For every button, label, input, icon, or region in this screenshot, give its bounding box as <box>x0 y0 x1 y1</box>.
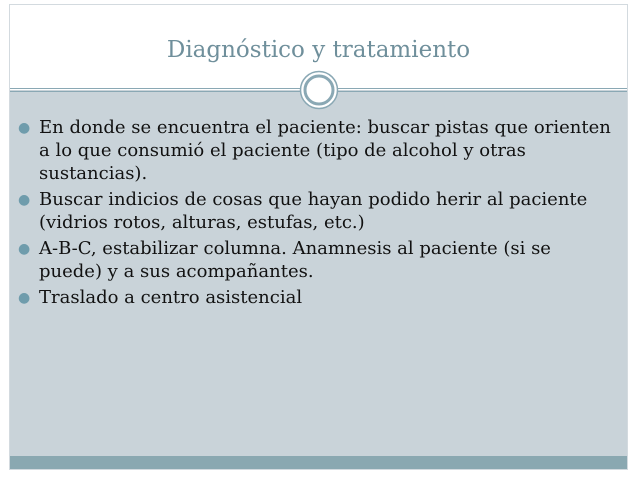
circle-bullet-icon: ● <box>18 290 31 306</box>
ring-ornament-icon <box>299 70 339 110</box>
footer-bar <box>10 456 627 469</box>
circle-bullet-icon: ● <box>18 241 31 257</box>
circle-bullet-icon: ● <box>18 192 31 208</box>
bullet-text: Buscar indicios de cosas que hayan podido herir al paciente (vidrios rotos, alturas, estufas, etc.) <box>39 189 588 233</box>
bullet-text: En donde se encuentra el paciente: buscar pistas que orienten a lo que consumió el paciente (tipo de alcohol y otras sustancias). <box>39 117 611 184</box>
bullet-item <box>16 286 616 309</box>
circle-bullet-icon: ● <box>18 120 31 136</box>
bullet-item <box>16 188 616 234</box>
slide-title: Diagnóstico y tratamiento <box>166 37 471 63</box>
bullet-item <box>16 116 616 185</box>
bullet-item <box>16 237 616 283</box>
bullet-list <box>16 116 616 312</box>
bullet-text: Traslado a centro asistencial <box>39 287 303 308</box>
bullet-text: A-B-C, estabilizar columna. Anamnesis al paciente (si se puede) y a sus acompañantes. <box>39 238 551 282</box>
